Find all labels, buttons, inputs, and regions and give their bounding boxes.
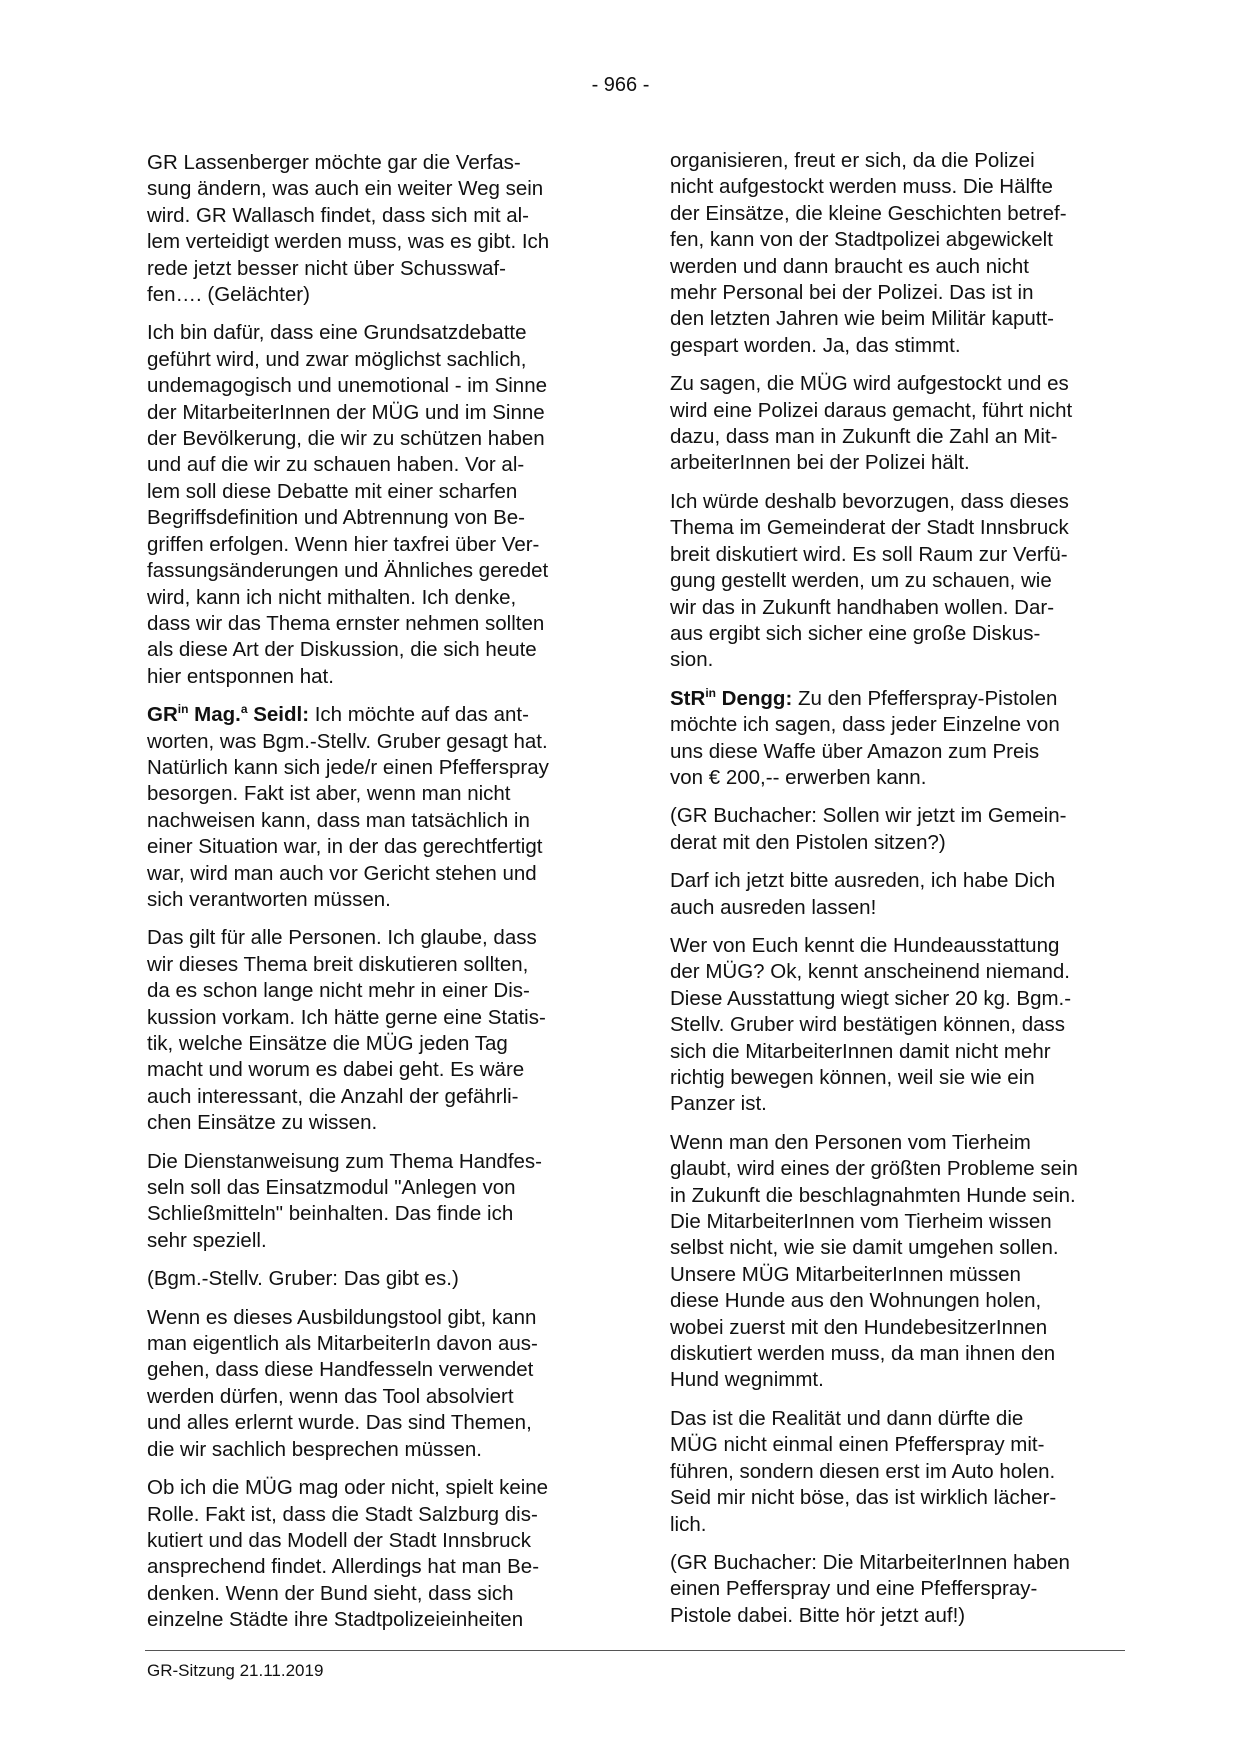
paragraph: Ich würde deshalb bevorzugen, dass dieses Thema im Gemeinderat der Stadt Innsbruck breit diskutiert wird. Es soll Raum zur Verfü- gung gestellt werden, um zu schauen, wie wir das in Zukunft handhaben wollen. Dar- aus ergibt sich sicher eine große Diskus- sion.: [670, 489, 1069, 672]
paragraph: Zu sagen, die MÜG wird aufgestockt und es wird eine Polizei daraus gemacht, führt nicht dazu, dass man in Zukunft die Zahl an Mit- arbeiterInnen bei der Polizei hält.: [670, 372, 1073, 475]
paragraph: Ob ich die MÜG mag oder nicht, spielt keine Rolle. Fakt ist, dass die Stadt Salzburg dis- kutiert und das Modell der Stadt Innsbruck ansprechend findet. Allerdings hat man Be- denken. Wenn der Bund sieht, dass sich einzelne Städte ihre Stadtpolizeieinheiten: [147, 1476, 549, 1632]
paragraph-speaker-dengg: StR$^{in}$ Dengg: Zu den Pfefferspray-Pistolen möchte ich sagen, dass jeder Einzelne von uns diese Waffe über Amazon zum Preis von € 200,-- erwerben kann.: [670, 685, 1060, 789]
paragraph-interjection: (GR Buchacher: Sollen wir jetzt im Gemein- derat mit den Pistolen sitzen?): [670, 804, 1067, 854]
paragraph: Wenn man den Personen vom Tierheim glaubt, wird eines der größten Probleme sein in Zukunft die beschlagnahmten Hunde sein. Die MitarbeiterInnen vom Tierheim wissen selbst nicht, wie sie damit umgehen sollen. Unsere MÜG MitarbeiterInnen müssen diese Hunde aus den Wohnungen holen, wobei zuerst mit den HundebesitzerInnen diskutiert werden muss, da man ihnen den Hund wegnimmt.: [670, 1130, 1078, 1392]
paragraph: Darf ich jetzt bitte ausreden, ich habe Dich auch ausreden lassen!: [670, 869, 1056, 919]
paragraph: Ich bin dafür, dass eine Grundsatzdebatte geführt wird, und zwar möglichst sachlich, undemagogisch und unemotional - im Sinne der MitarbeiterInnen der MÜG und im Sinne der Bevölkerung, die wir zu schützen haben und auf die wir zu schauen haben. Vor al- lem soll diese Debatte mit einer scharfen Begriffsdefinition und Abtrennung von Be- griffen erfolgen. Wenn hier taxfrei über Ver- fassungsänderungen und Ähnliches geredet wird, kann ich nicht mithalten. Ich denke, dass wir das Thema ernster nehmen sollten als diese Art der Diskussion, die sich heute hier entsponnen hat.: [147, 321, 549, 688]
footer-text: GR-Sitzung 21.11.2019: [147, 1661, 324, 1680]
paragraph: Wenn es dieses Ausbildungstool gibt, kann man eigentlich als MitarbeiterIn davon aus- gehen, dass diese Handfesseln verwendet werden dürfen, wenn das Tool absolviert und alles erlernt wurde. Das sind Themen, die wir sachlich besprechen müssen.: [147, 1305, 538, 1461]
page-number: - 966 -: [591, 74, 650, 96]
paragraph-interjection: (Bgm.-Stellv. Gruber: Das gibt es.): [147, 1267, 459, 1291]
left-column: [147, 150, 599, 1646]
paragraph: Das ist die Realität und dann dürfte die MÜG nicht einmal einen Pfefferspray mit- führen, sondern diesen erst im Auto holen. Seid mir nicht böse, das ist wirklich lächer- lich.: [670, 1406, 1057, 1536]
paragraph: Wer von Euch kennt die Hundeausstattung der MÜG? Ok, kennt anscheinend niemand. Diese Ausstattung wiegt sicher 20 kg. Bgm.- Stellv. Gruber wird bestätigen können, dass sich die MitarbeiterInnen damit nicht mehr richtig bewegen können, weil sie wie ein Panzer ist.: [670, 933, 1072, 1116]
speaker-name: $GR^{in}$ Mag.$^a$ Seidl:: [147, 702, 310, 727]
paragraph: Das gilt für alle Personen. Ich glaube, dass wir dieses Thema breit diskutieren sollten, da es schon lange nicht mehr in einer Dis- kussion vorkam. Ich hätte gerne eine Statis- tik, welche Einsätze die MÜG jeden Tag macht und worum es dabei geht. Es wäre auch interessant, die Anzahl der gefährli- chen Einsätze zu wissen.: [147, 926, 546, 1135]
right-column: [670, 148, 1125, 1641]
paragraph-speaker-seidl: $GR^{in}$ Mag.$^a$ Seidl: Ich möchte auf das ant- worten, was Bgm.-Stellv. Gruber gesagt hat. Natürlich kann sich jede/r einen Pfefferspray besorgen. Fakt ist aber, wenn man nicht nachweisen kann, dass man tatsächlich in einer Situation war, in der das gerechtfertigt war, wird man auch vor Gericht stehen und sich verantworten müssen.: [147, 702, 549, 911]
footer-divider: [145, 1650, 1125, 1651]
speaker-name: StR$^{in}$ Dengg:: [670, 685, 793, 710]
paragraph-interjection: (GR Buchacher: Die MitarbeiterInnen haben einen Pefferspray und eine Pfefferspray- Pistole dabei. Bitte hör jetzt auf!): [670, 1550, 1070, 1627]
paragraph: Die Dienstanweisung zum Thema Handfes- seln soll das Einsatzmodul "Anlegen von Schließmitteln" beinhalten. Das finde ich sehr speziell.: [147, 1149, 543, 1252]
paragraph: organisieren, freut er sich, da die Polizei nicht aufgestockt werden muss. Die Hälfte der Einsätze, die kleine Geschichten betref- fen, kann von der Stadtpolizei abgewickelt werden und dann braucht es auch nicht mehr Personal bei der Polizei. Das ist in den letzten Jahren wie beim Militär kaputt- gespart worden. Ja, das stimmt.: [670, 149, 1067, 357]
paragraph: GR Lassenberger möchte gar die Verfas- sung ändern, was auch ein weiter Weg sein wird. GR Wallasch findet, dass sich mit al- lem verteidigt werden muss, was es gibt. Ich rede jetzt besser nicht über Schusswaf- fen…. (Gelächter): [147, 151, 550, 307]
